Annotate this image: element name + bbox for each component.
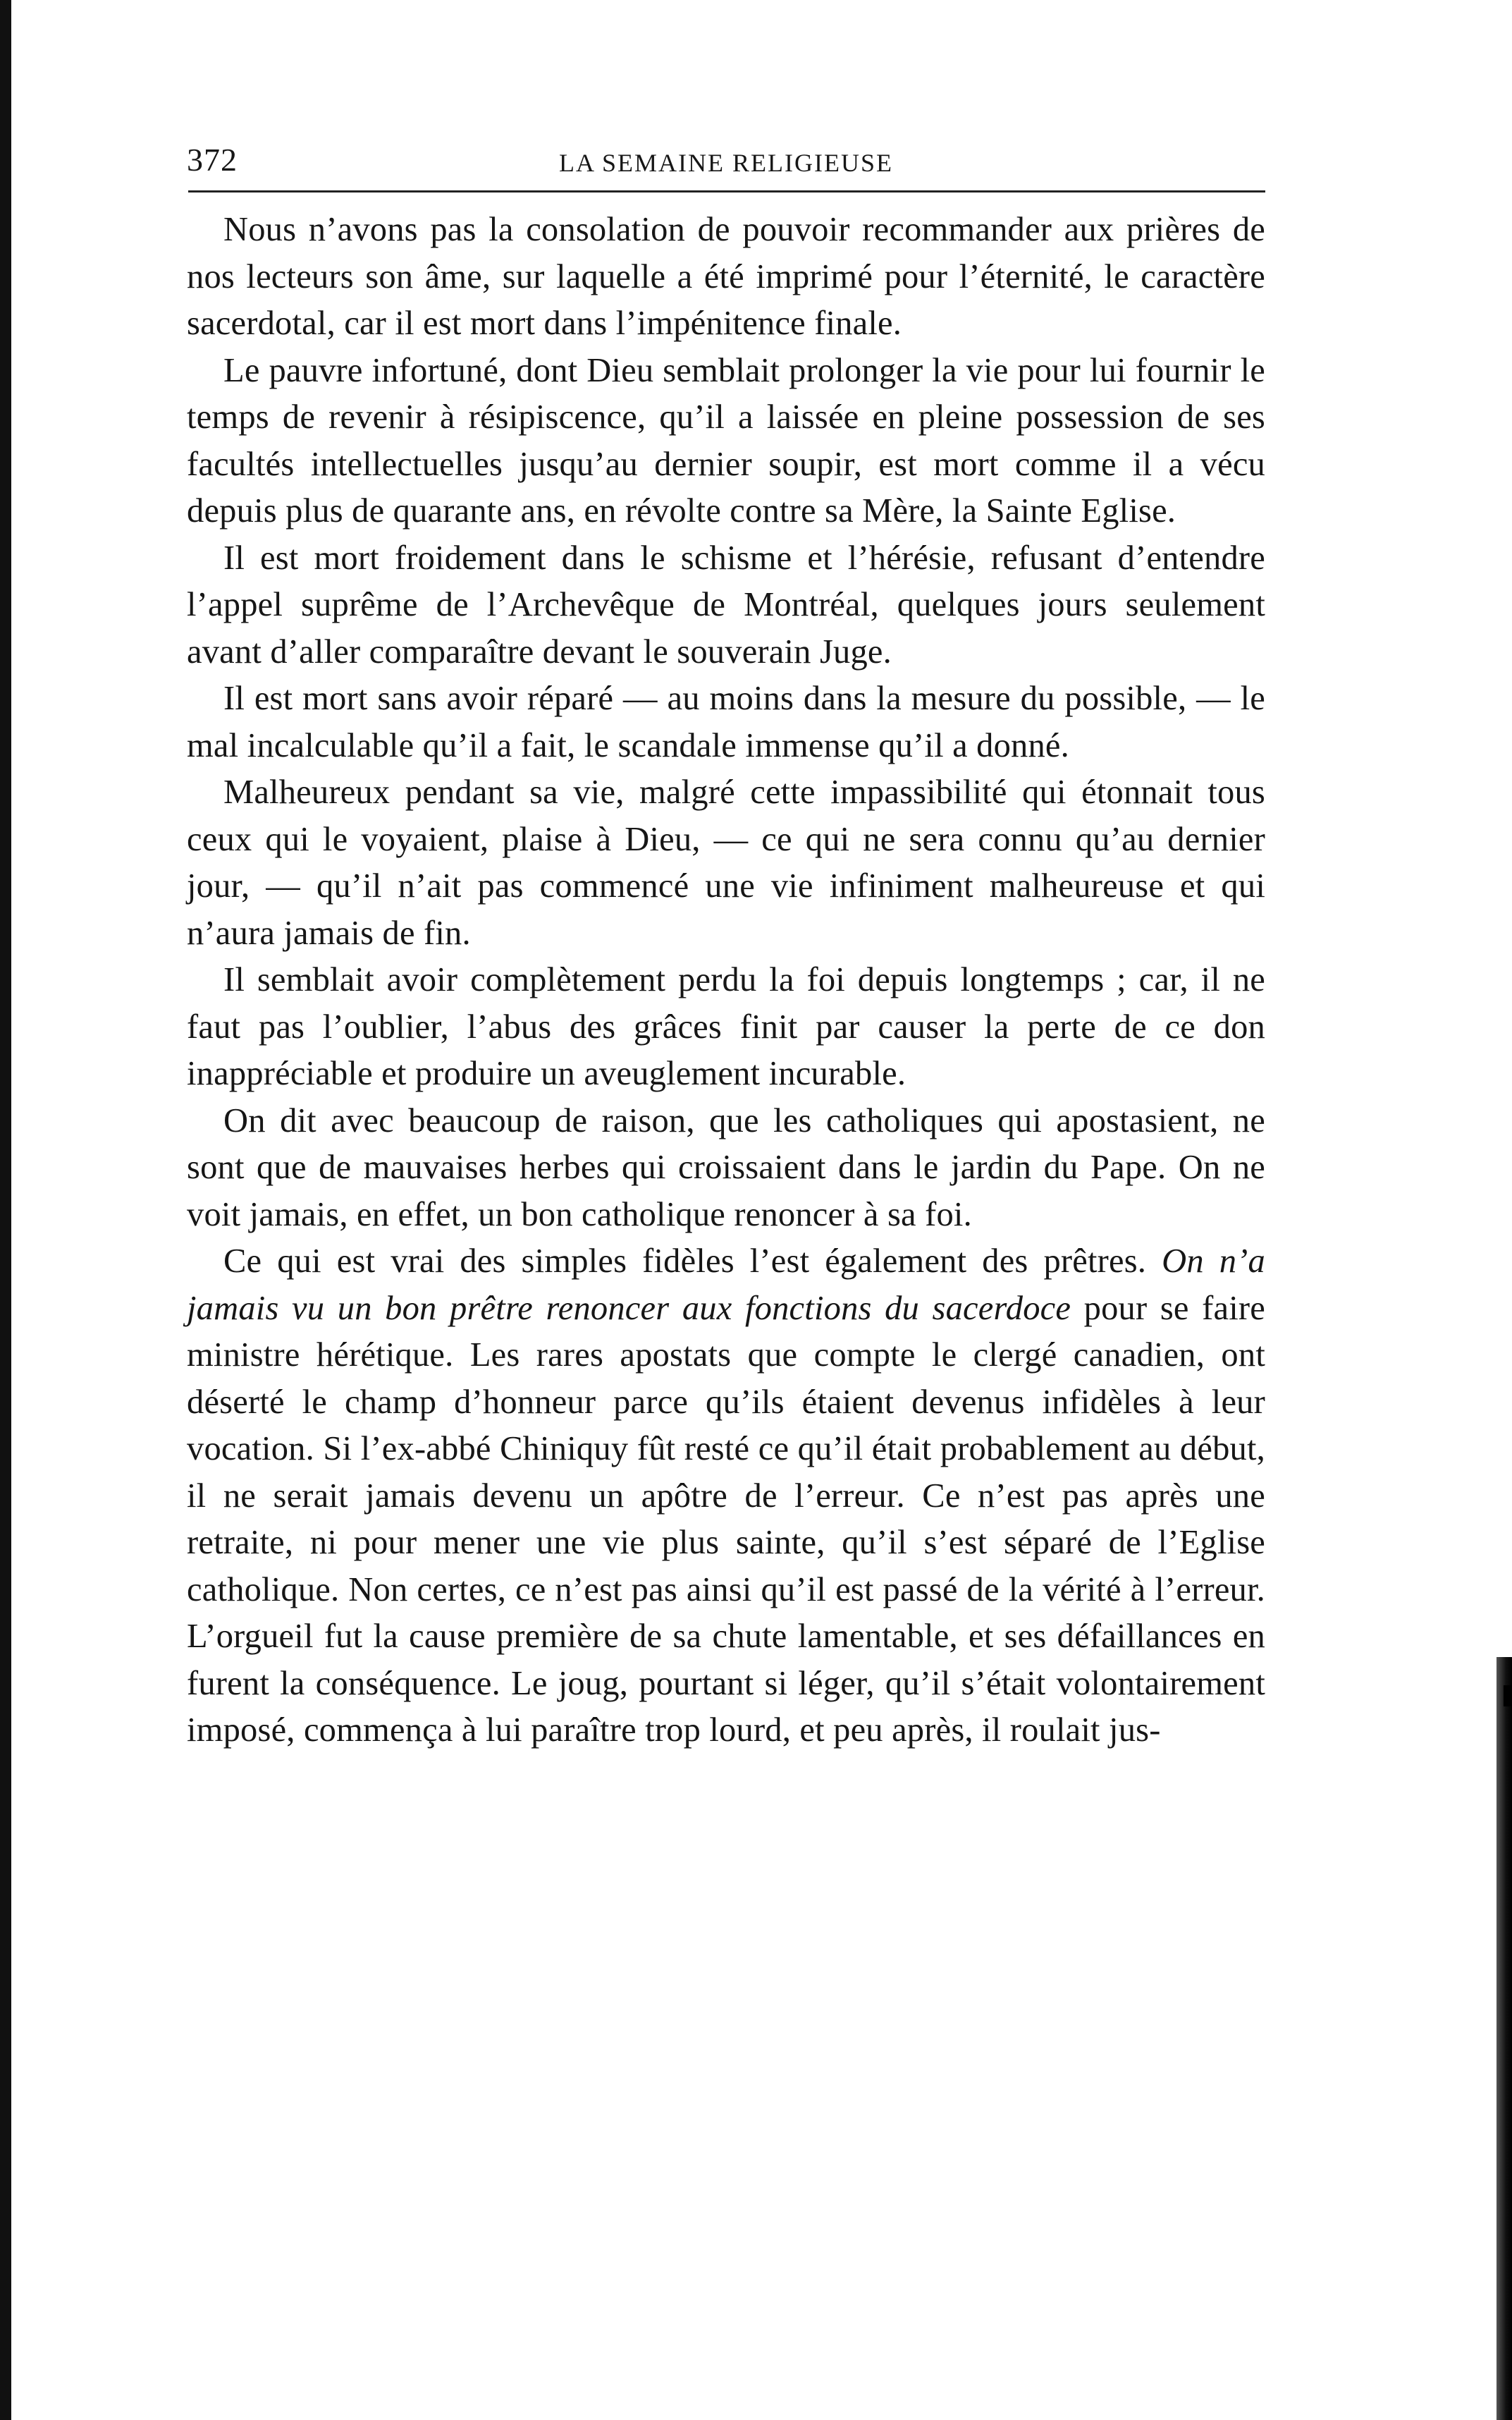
scan-right-edge — [1496, 1657, 1512, 2420]
paragraph: Il est mort froidement dans le schisme et l’hérésie, refusant d’entendre l’appel suprême de l’Archevêque de Montréal, quelques jours seulement avant d’aller comparaître devant le souverain Juge. — [187, 539, 1265, 671]
paragraph: Nous n’avons pas la consolation de pouvoir recommander aux prières de nos lecteurs son âme, sur laquelle a été imprimé pour l’éternité, le caractère sacerdotal, car il est mort dans l’impénitence finale. — [187, 211, 1265, 342]
body-text — [187, 207, 1265, 1754]
paragraph: Il est mort sans avoir réparé — au moins dans la mesure du possible, — le mal incalculable qu’il a fait, le scandale immense qu’il a donné. — [187, 680, 1265, 764]
paragraph-last — [187, 1238, 1265, 1754]
italic-phrase: On n’a jamais vu un bon prêtre renoncer aux fonctions du sacerdoce — [187, 1242, 1265, 1327]
running-title: LA SEMAINE RELIGIEUSE — [559, 149, 893, 177]
paragraph: Malheureux pendant sa vie, malgré cette impassibilité qui étonnait tous ceux qui le voyaient, plaise à Dieu, — ce qui ne sera connu qu’au dernier jour, — qu’il n’ait pas commencé une vie infiniment malheureuse et qui n’aura jamais de fin. — [187, 774, 1265, 952]
paragraph: On dit avec beaucoup de raison, que les catholiques qui apostasient, ne sont que de mauvaises herbes qui croissaient dans le jardin du Pape. On ne voit jamais, en effet, un bon catholique renoncer à sa foi. — [187, 1101, 1265, 1233]
paragraph: Le pauvre infortuné, dont Dieu semblait prolonger la vie pour lui fournir le temps de revenir à résipiscence, qu’il a laissée en pleine possession de ses facultés intellectuelles jusqu’au dernier soupir, est mort comme il a vécu depuis plus de quarante ans, en révolte contre sa Mère, la Sainte Eglise. — [187, 351, 1265, 530]
running-head — [187, 141, 1265, 190]
scan-mark — [1504, 1685, 1512, 1706]
paragraph-text: Ce qui est vrai des simples fidèles l’est également des prêtres. — [223, 1242, 1162, 1280]
paragraph: Il semblait avoir complètement perdu la foi depuis longtemps ; car, il ne faut pas l’oublier, l’abus des grâces finit par causer la perte de ce don inappréciable et produire un aveuglement incurable. — [187, 961, 1265, 1092]
document-page — [187, 141, 1265, 1754]
scan-left-edge — [0, 0, 11, 2420]
paragraph-text: pour se faire ministre hérétique. Les rares apostats que compte le clergé canadien, ont déserté le champ d’honneur parce qu’ils étaient devenus infidèles à leur vocation. Si l’ex-abbé Chiniquy fût resté ce qu’il était probablement au début, il ne serait jamais devenu un apôtre de l’erreur. Ce n’est pas après une retraite, ni pour mener une vie plus sainte, qu’il s’est séparé de l’Eglise catholique. Non certes, ce n’est pas ainsi qu’il est passé de la vérité à l’erreur. L’orgueil fut la cause première de sa chute lamentable, et ses défaillances en furent la conséquence. Le joug, pourtant si léger, qu’il s’était volontairement imposé, commença à lui paraître trop lourd, et peu après, il roulait jus- — [187, 1289, 1266, 1749]
header-rule — [188, 190, 1265, 192]
page-number: 372 — [187, 142, 238, 178]
